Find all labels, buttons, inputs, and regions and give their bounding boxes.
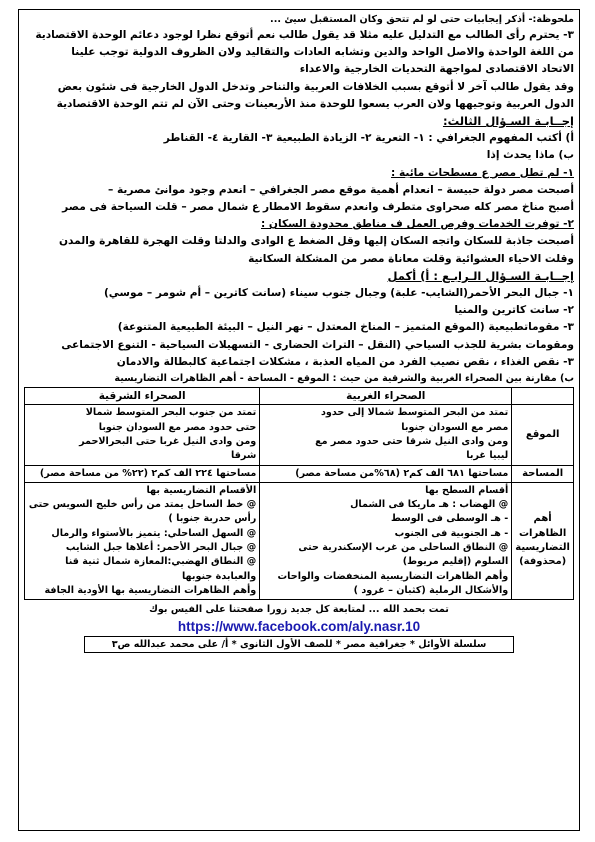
cell-line: والأشكال الرملية (كثبان – غرود ) xyxy=(353,584,509,596)
cell-line: أقسام السطح بها xyxy=(425,484,509,496)
footer-thanks: تمت بحمد الله ... لمتابعة كل جديد زورا صفحتنا على الفيس بوك xyxy=(149,604,449,616)
q3-heading: إجــابـة السـؤال الثالث: xyxy=(442,114,574,129)
cell-line: @ النطاق الساحلى من غرب الإسكندرية حتى xyxy=(298,542,509,554)
column-header-west: الصحراء الغربية xyxy=(260,388,512,405)
q4-line-4: ومقومات بشرية للجذب السياحي (النقل – التراث الحضارى - التسهيلات السياحية - التنوع الاجتماعى xyxy=(61,338,574,351)
table-header-row xyxy=(25,388,574,405)
cell-line: الأقسام التضاريسية بها xyxy=(146,484,257,496)
cell-line: - هـ الوسطى فى الوسط xyxy=(391,513,509,525)
q4-line-1: ١- جبال البحر الأحمر(الشايب- علبة) وجبال جنوب سيناء (سانت كاترين – أم شومر – موسي) xyxy=(103,287,574,300)
table-corner xyxy=(512,388,574,405)
cell-line: @ خط الساحل يمتد من رأس خليج السويس حتى xyxy=(28,499,257,511)
cell-line: وأهم الظاهرات التضاريسية المنخفضات والواحات xyxy=(277,570,509,582)
worksheet-page xyxy=(18,9,580,831)
cell-line: مصر مع السودان جنوبا xyxy=(401,421,509,433)
opinion-line-1: ٣- يحترم رأى الطالب مع التدليل عليه مثلا قد يقول طالب نعم أتوقع نظرا لوجود دعائم الوحدة الاقتصادية xyxy=(35,29,574,41)
opinion-line-3: الاتحاد الاقتصادى لمواجهة التحديات الخارجية والاعداء xyxy=(299,63,574,76)
opinion-line-4: وقد يقول طالب آخر لا أتوقع بسبب الخلافات العربية والتناحر وتدخل الدول الخارجية فى شئون بعض xyxy=(57,80,574,93)
q3-line-6: ٢- توفرت الخدمات وفرص العمل ف مناطق محدودة السكان : xyxy=(261,218,574,231)
comparison-table xyxy=(24,387,574,600)
row-header-location: الموقع xyxy=(512,405,574,465)
q3-line-2: ب) ماذا يحدث إذا xyxy=(486,149,574,162)
series-footer: سلسلة الأوائل * جغرافية مصر * للصف الأول الثانوى * أ/ على محمد عبدالله ص٣ xyxy=(84,636,514,653)
cell-line: @ الهضاب : هـ ماريكا فى الشمال xyxy=(350,499,509,511)
cell-line: والعبابدة جنوبها xyxy=(181,570,257,582)
q4-heading: إجــابـة السـؤال الـرابـع : أ) أكمل xyxy=(387,268,574,283)
column-header-east: الصحراء الشرقية xyxy=(25,388,260,405)
cell-line: ليبيا غربا xyxy=(466,450,509,462)
cell-line: تمتد من جنوب البحر المتوسط شمالا xyxy=(85,407,257,419)
q3-line-3: ١- لم تطل مصر ع مسطحات مائية : xyxy=(391,166,574,179)
q3-line-7: أصبحت جاذبة للسكان واتجه السكان إليها وقل الضغط ع الوادى والدلتا وقلت الهجرة للقاهرة والمدن xyxy=(58,235,574,248)
cell-line: ومن وادى النيل شرقا حتى حدود مصر مع xyxy=(315,435,509,447)
cell-line: @ السهل الساحلي: يتميز بالأستواء والرمال xyxy=(51,527,257,539)
cell-line: - هـ الجنوبية فى الجنوب xyxy=(394,527,509,539)
cell-line: حتى حدود مصر مع السودان جنوبا xyxy=(98,421,257,433)
cell-line: شرقا xyxy=(230,450,257,462)
cell-line: @ النطاق الهضبي:المعازة شمال ثنية قنا xyxy=(65,556,257,568)
cell-line: ومن وادى النيل غربا حتى البحرالاحمر xyxy=(79,435,257,447)
row-header-landforms: أهم الظاهرات التضاريسية (محذوفة) xyxy=(512,482,574,599)
cell-east-landforms xyxy=(25,482,260,599)
cell-west-landforms xyxy=(260,482,512,599)
q4-line-5: ٣- نقص الغذاء ، نقص نصيب الفرد من المياه العذبة ، مشكلات اجتماعية كالبطالة والادمان xyxy=(116,355,574,368)
table-row-landforms xyxy=(25,482,574,599)
q4-line-3: ٣- مقوماتطبيعية (الموقع المتميز – المناخ المعتدل – نهر النيل – البيئة الطبيعية المتنوعة) xyxy=(117,321,574,334)
cell-line: رأس حدربة جنوبا ) xyxy=(168,513,257,525)
cell-line: @ جبال البحر الأحمر: أعلاها جبل الشايب xyxy=(65,542,257,554)
q3-line-8: وقلت الاحياء العشوائية وقلت معاناة مصر من المشكلة السكانية xyxy=(248,252,574,265)
q3-line-1: أ) أكتب المفهوم الجغرافي : ١- التعرية ٢- الزيادة الطبيعية ٣- القارية ٤- القناطر xyxy=(163,132,574,145)
cell-line: مساحتها ٦٨١ الف كم٢ (٦٨%من مساحة مصر) xyxy=(295,467,509,479)
cell-east-location xyxy=(25,405,260,465)
cell-line: تمتد من البحر المتوسط شمالا إلى حدود xyxy=(320,407,509,419)
cell-east-area xyxy=(25,465,260,482)
q3-line-4: أصبحت مصر دولة حبيسة – انعدام أهمية موقع مصر الجغرافي – انعدم وجود موانئ مصرية – xyxy=(107,183,574,196)
compare-question: ب) مقارنة بين الصحراء الغربية والشرقية من حيث : الموقع - المساحة - أهم الظاهرات التضاريسية xyxy=(114,373,574,385)
table-row-area xyxy=(25,465,574,482)
row-header-area: المساحة xyxy=(512,465,574,482)
q3-line-5: أصبح مناخ مصر كله صحراوى متطرف وانعدم سقوط الامطار ع شمال مصر – قلت السياحة فى مصر xyxy=(62,201,574,214)
facebook-link[interactable]: https://www.facebook.com/aly.nasr.10 xyxy=(177,619,421,635)
q4-line-2: ٢- سانت كاترين والمنيا xyxy=(454,304,574,317)
cell-line: السلوم (إقليم مريوط) xyxy=(402,556,509,568)
cell-west-location xyxy=(260,405,512,465)
cell-line: مساحتها ٢٢٤ الف كم٢ (٢٢% من مساحة مصر) xyxy=(39,467,257,479)
note-line: ملحوظة:- أذكر إيجابيات حتى لو لم تتحق وكان المستقبل سيئ ... xyxy=(270,14,574,25)
cell-line: وأهم الظاهرات التضاريسية بها الأودية الجافة xyxy=(44,584,257,596)
opinion-line-5: الدول العربية وتوجيهها ولان العرب يسعوا للوحدة منذ الأربعينات وحتى الآن لم تتم الوحدة الاقتصادية xyxy=(56,97,574,110)
table-row-location xyxy=(25,405,574,465)
cell-west-area xyxy=(260,465,512,482)
opinion-line-2: من اللغة الواحدة والاصل الواحد والدين وتشابه العادات والتقاليد ولان الظروف الدولية توجب علينا xyxy=(71,46,574,59)
